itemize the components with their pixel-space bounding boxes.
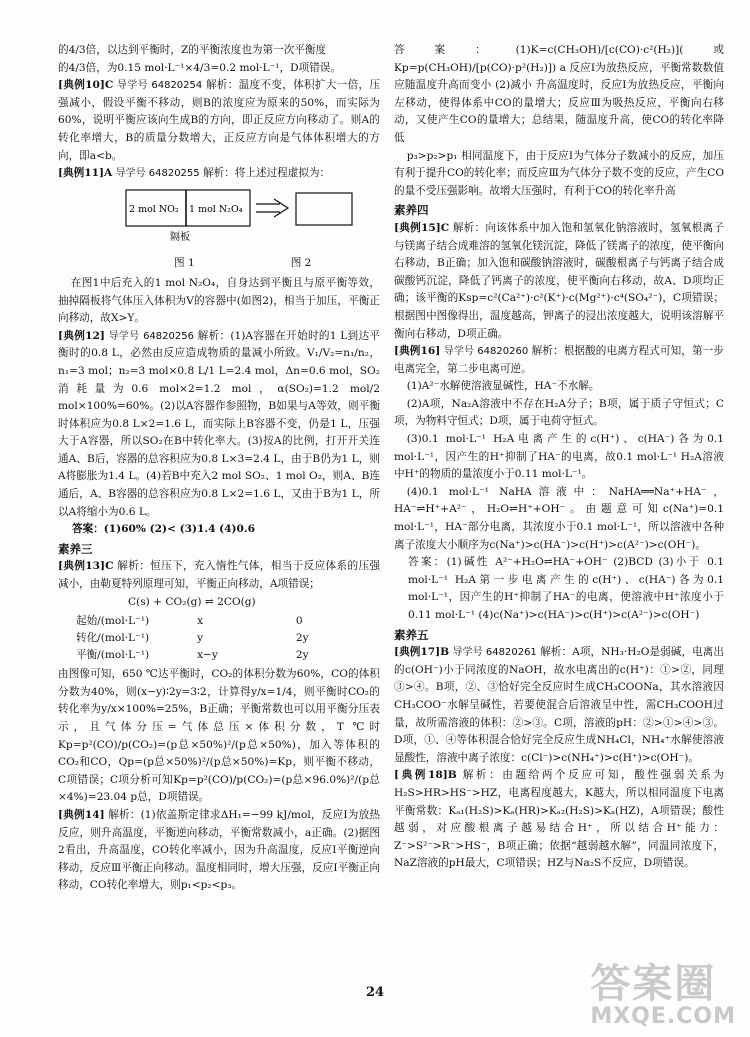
arrow-icon [256, 199, 288, 217]
text-line: 的4/3倍，为0.15 mol·L⁻¹×4/3=0.2 mol·L⁻¹，D项错误。 [58, 61, 341, 74]
partition-diagram-svg [58, 187, 380, 249]
container-fig2 [296, 193, 352, 225]
figure-captions [58, 255, 380, 273]
example-tag: [典例12] [58, 329, 105, 342]
section-heading: 素养五 [394, 627, 429, 642]
example-10 [58, 77, 380, 165]
example-14 [58, 807, 380, 895]
section-heading: 素养四 [394, 203, 429, 218]
guide-id: 导学号 64820256 [108, 330, 194, 342]
example-text: 解析：恒压下，充入惰性气体，相当于反应体系的压强减小，由勒夏特列原理可知，平衡正向移动，A项错误； [58, 560, 381, 591]
example-tag: [典例11]A [58, 167, 113, 180]
answer-14-cont: p₃>p₂>p₁ 相同温度下，由于反应Ⅰ为气体分子数减小的反应，加压有利于提升CO的转化率；而反应Ⅲ为气体分子数不变的反应，产生CO的量不受压强影响。故增大压强时，有利于CO的转化率升高 [394, 149, 724, 197]
cell: 0 [295, 615, 303, 628]
table-row [68, 630, 317, 647]
right-column [394, 42, 724, 873]
example-text: 解析：(1)依盖斯定律求ΔH₁=−99 kJ/mol，反应Ⅰ为放热反应，则升高温度，平衡逆向移动，平衡常数减小，a正确。(2)据图2看出，升高温度，CO转化率减小，因为升高温度，反应Ⅰ平衡逆向移动，反应Ⅲ平衡正向移动。温度相同时，增大压强，反应Ⅰ平衡正向移动，CO转化率增大，则p₁<p₂<p₃。 [58, 808, 380, 892]
example-tag: [典例18]B [394, 769, 457, 782]
watermark-url: MXQE.COM [590, 1004, 736, 1029]
example-text: 解析：温度不变，体积扩大一倍，压强减小，假设平衡不移动，则B的浓度应为原来的50%，而实际为60%，说明平衡应该向生成B的方向，即正反应方向移动了。则A的转化率增大，B的质量分数增大，正反应方向是气体体积增大的方向，即a<b。 [58, 79, 380, 162]
example-tag: [典例13]C [58, 560, 114, 573]
example-tag: [典例10]C [58, 79, 114, 92]
row-label: 平衡/(mol·L⁻¹) [76, 649, 150, 662]
example-text: 解析：向该体系中加入饱和氢氧化钠溶液时，氢氧根离子与镁离子结合成难溶的氢氧化镁沉淀，降低了镁离子的浓度，使平衡向右移动，B正确；加入饱和碳酸钠溶液时，碳酸根离子与钙离子结合成碳酸钙沉淀，降低了钙离子的浓度，使平衡向右移动，故A、D项均正确；该平衡的Ksp=c²(Ca²⁺)·c²(K⁺)·c(Mg²⁺)·c⁴(SO₄²⁻)，C项错误；根据图中图像得出，温度越高，钾离子的浸出浓度越大，说明该溶解平衡向右移动，D项正确。 [394, 221, 725, 340]
example-text: 解析：A项，NH₃·H₂O是弱碱，电离出的c(OH⁻)小于同浓度的NaOH，故水电离出的c(H⁺)：①>②，同理③>④。B项，②、③恰好完全反应时生成CH₃COONa，其水溶液因CH₃COO⁻水解呈碱性，若要使混合后溶液呈中性，需CH₃COOH过量，故所需溶液的体积：②>③。C项，溶液的pH：②>①>④>③。D项，①、④等体积混合恰好完全反应生成NH₄Cl，NH₄⁺水解使溶液显酸性，溶液中离子浓度：c(Cl⁻)>c(NH₄⁺)>c(H⁺)>c(OH⁻)。 [394, 646, 724, 764]
example-text: 在图1中后充入的1 mol N₂O₄，自身达到平衡且与原平衡等效，抽掉隔板将气体压入体积为V的容器中(如图2)，相当于加压，平衡正向移动，故X>Y。 [58, 276, 380, 325]
example-text: (1)A²⁻水解使溶液显碱性，HA⁻不水解。 [406, 380, 600, 393]
box1-label: 2 mol NO₂ [129, 203, 179, 215]
table-row [68, 613, 317, 630]
row-label: 转化/(mol·L⁻¹) [76, 632, 150, 645]
equation-head: C(s) + CO₂(g) ⇌ 2CO(g) [128, 595, 256, 608]
example-15 [394, 220, 724, 343]
watermark [590, 961, 736, 1029]
box2-label: 1 mol N₂O₄ [189, 203, 243, 215]
left-column [58, 42, 380, 895]
example-11 [58, 165, 380, 183]
example-13 [58, 558, 380, 593]
example-text: (2)A项，Na₂A溶液中不存在H₂A分子；B项，属于质子守恒式；C项，为物料守恒式；D项，属于电荷守恒式。 [394, 397, 724, 428]
fig2-caption: 图 2 [290, 257, 312, 270]
example-16 [394, 343, 724, 378]
cell: x−y [197, 649, 218, 662]
example-text: 解析：将上述过程虚拟为： [203, 167, 331, 180]
fig1-caption: 图 1 [174, 257, 195, 270]
guide-id: 导学号 64820254 [116, 80, 203, 92]
answer-14: 答案：(1)K=c(CH₃OH)/[c(CO)·c²(H₂)](或Kp=p(CH₃OH)/[p(CO)·p²(H₂)]) a 反应Ⅰ为放热反应，平衡常数数值应随温度升高而变小 (2)减小 升高温度时，反应Ⅰ为放热反应，平衡向左移动，使得体系中CO的量增大；反应Ⅲ为吸热反应，平衡向右移动，又使产生CO的量增大；总结果，随温度升高，使CO的转化率降低 [394, 44, 724, 144]
equilibrium-table [68, 613, 317, 664]
example-tag: [典例16] [394, 345, 441, 358]
example-tag: [典例15]C [394, 221, 450, 234]
guide-id: 导学号 64820260 [443, 346, 529, 358]
watermark-logo-text: 答案圈 [590, 961, 717, 1007]
example-text: 由图像可知，650 ℃达平衡时，CO₂的体积分数为60%，CO的体积分数为40%，则(x−y)∶2y=3∶2，计算得y/x=1/4，则平衡时CO₂的转化率为y/x×100%=25%，B正确；平衡常数也可以用平衡分压表示，且气体分压=气体总压×体积分数，T ℃时Kp=p²(CO)/p(CO₂)=(p总×50%)²/(p总×50%)，加入等体积的CO₂和CO，Qp=(p总×50%)²/(p总×50%)=Kp，则平衡不移动，C项错误；C项分析可知Kp=p²(CO)/p(CO₂)=(p总×96.0%)²/(p总×4%)=23.04 p总，D项错误。 [58, 668, 380, 804]
cell: y [197, 632, 204, 645]
example-tag: [典例17]B [394, 646, 450, 659]
answer: 答案：(1)碱性 A²⁻+H₂O⇌HA⁻+OH⁻ (2)BCD (3)小于 0.1 mol·L⁻¹ H₂A第一步电离产生的c(H⁺)、c(HA⁻)各为0.1 mol·L⁻¹，因产生的H⁺抑制了HA⁻的电离，使溶液中H⁺浓度小于0.11 mol·L⁻¹ (4)c(Na⁺)>c(HA⁻)>c(H⁺)>c(A²⁻)>c(OH⁻) [408, 556, 724, 621]
example-text: (3)0.1 mol·L⁻¹ H₂A电离产生的c(H⁺)、c(HA⁻)各为0.1 mol·L⁻¹，因产生的H⁺抑制了HA⁻的电离，故0.1 mol·L⁻¹ H₂A溶液中H⁺的物质的量浓度小于0.11 mol·L⁻¹。 [394, 433, 724, 481]
example-text: 解析：根据酸的电离方程式可知，第一步电离完全，第二步电离可逆。 [394, 345, 724, 375]
example-text: (4)0.1 mol·L⁻¹ NaHA溶液中：NaHA══Na⁺+HA⁻，HA⁻⇌H⁺+A²⁻，H₂O⇌H⁺+OH⁻。由题意可知c(Na⁺)=0.1 mol·L⁻¹，HA⁻部分电离，其浓度小于0.1 mol·L⁻¹，所以溶液中各种离子浓度大小顺序为c(Na⁺)>c(HA⁻)>c(H⁺)>c(A²⁻)>c(OH⁻)。 [394, 485, 724, 551]
text-line: 的4/3倍，以达到平衡时，Z的平衡浓度也为第一次平衡度 [58, 44, 327, 56]
example-text: 解析：(1)A容器在开始时的1 L到达平衡时的0.8 L，必然由反应造成物质的量减小所致。V₁/V₂=n₁/n₂，n₁=3 mol；n₂=3 mol×0.8 L/1 L=2.4 mol，Δn=0.6 mol，SO₂消耗量为0.6 mol×2=1.2 mol，α(SO₂)=1.2 mol/2 mol×100%=60%。(2)以A容器作参照物，B如果与A等效，则平衡时体积应为0.8 L×2=1.6 L，而实际上B容器不变，仍是1 L，压强大于A容器，所以SO₂在B中转化率大。(3)按A的比例，打开开关连通A、B后，容器的总容积应为0.8 L×3=2.4 L，由于B仍为1 L，则A将膨胀为1.4 L。(4)若B中充入2 mol SO₂、1 mol O₂，则A、B连通后，A、B容器的总容积应为0.8 L×2=1.6 L，又由于B为1 L，所以A将缩小为0.6 L。 [58, 329, 380, 518]
table-row [68, 647, 317, 664]
row-label: 起始/(mol·L⁻¹) [76, 615, 150, 628]
example-text: 解析：由题给两个反应可知，酸性强弱关系为H₂S>HR>HS⁻>HZ，电离程度越大，K越大，所以相同温度下电离平衡常数：Kₐ₁(H₂S)>Kₐ(HR)>Kₐ₂(H₂S)>Kₐ(HZ)，A项错误；酸性越弱，对应酸根离子越易结合H⁺，所以结合H⁺能力：Z⁻>S²⁻>R⁻>HS⁻，B项正确；依据“越弱越水解”，同温同浓度下，NaZ溶液的pH最大，C项错误；HZ与Na₂S不反应，D项错误。 [394, 769, 724, 870]
guide-id: 导学号 64820261 [452, 647, 537, 659]
cell: 2y [295, 649, 309, 662]
cell: x [197, 615, 204, 628]
cell: 2y [295, 632, 309, 645]
container-diagram [58, 187, 380, 273]
example-18 [394, 767, 724, 873]
section-heading: 素养三 [58, 541, 93, 556]
guide-id: 导学号 64820255 [115, 168, 200, 180]
example-17 [394, 644, 724, 767]
example-tag: [典例14] [58, 808, 105, 821]
answer: 答案：(1)60% (2)< (3)1.4 (4)0.6 [72, 523, 255, 536]
page-number: 24 [365, 985, 385, 1000]
partition-label: 隔板 [170, 231, 190, 243]
example-12 [58, 328, 380, 522]
